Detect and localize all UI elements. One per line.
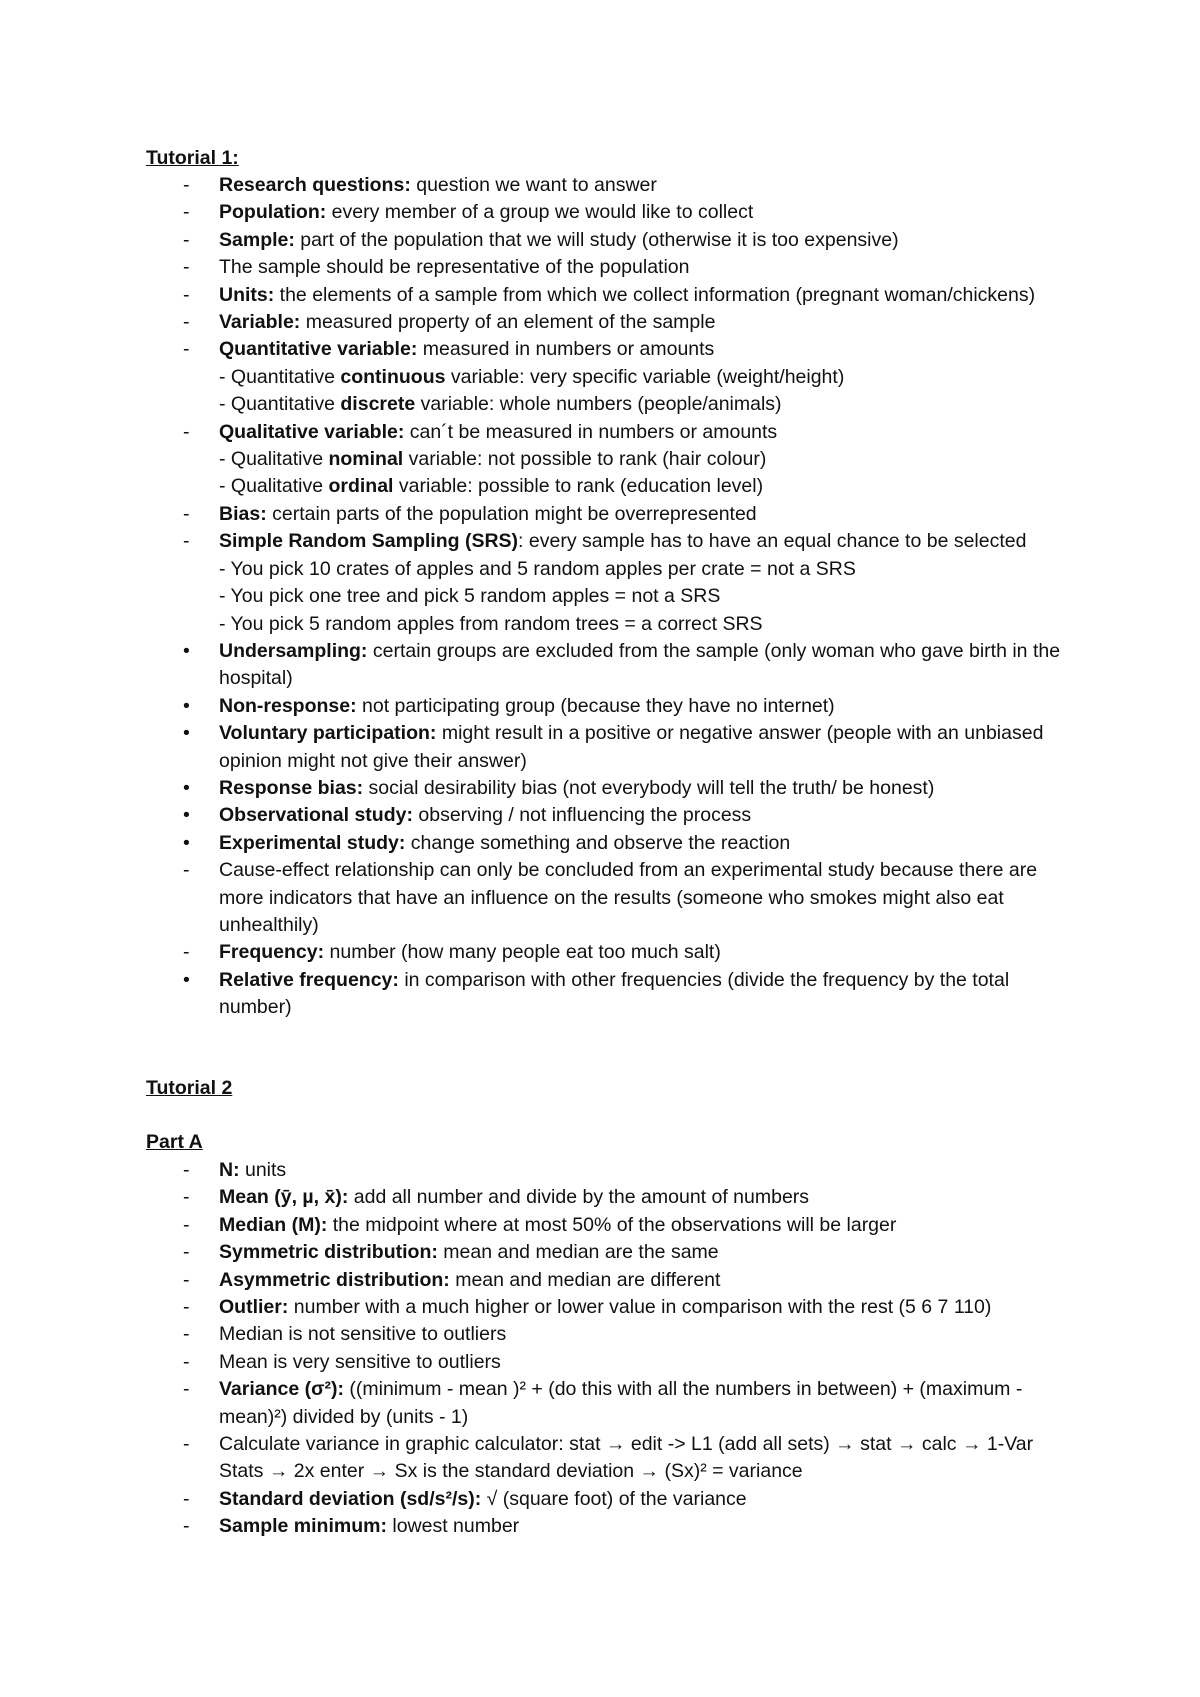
tutorial-1-list — [146, 172, 1076, 1022]
bullet-marker: - — [183, 1323, 190, 1346]
item-term: Standard deviation (sd/s²/s): — [219, 1487, 482, 1510]
bullet-marker: - — [183, 256, 190, 279]
list-item — [146, 172, 1076, 199]
sub-item — [219, 473, 1076, 500]
item-text: Mean is very sensitive to outliers — [219, 1350, 501, 1373]
list-item — [146, 309, 1076, 336]
item-term: Experimental study: — [219, 831, 406, 854]
bullet-marker: - — [183, 1350, 190, 1373]
sub-item-suffix: variable: possible to rank (education level) — [393, 475, 764, 498]
list-item — [146, 1513, 1076, 1540]
item-text: measured property of an element of the sample — [300, 311, 716, 334]
list-item — [146, 227, 1076, 254]
item-term: Units: — [219, 283, 275, 306]
bullet-marker: - — [183, 1213, 190, 1236]
item-text: lowest number — [386, 1515, 520, 1538]
bullet-marker: - — [183, 1487, 190, 1510]
bullet-marker: • — [183, 831, 190, 854]
bullet-marker: - — [183, 1241, 190, 1264]
item-term: Bias: — [219, 502, 267, 525]
tutorial-2-heading: Tutorial 2 — [146, 1077, 233, 1099]
item-text: mean and median are different — [449, 1268, 721, 1291]
list-item — [146, 254, 1076, 281]
item-term: Population: — [219, 201, 327, 224]
bullet-marker: - — [183, 1515, 190, 1538]
item-text: change something and observe the reaction — [405, 831, 791, 854]
list-item — [146, 1184, 1076, 1211]
item-term: Symmetric distribution: — [219, 1241, 438, 1264]
item-text: mean and median are the same — [437, 1241, 719, 1264]
item-term: Variance (σ²): — [219, 1378, 344, 1401]
bullet-marker: • — [183, 968, 190, 991]
item-text: measured in numbers or amounts — [417, 338, 715, 361]
list-item — [146, 501, 1076, 528]
item-text: the midpoint where at most 50% of the observations will be larger — [327, 1213, 897, 1236]
sub-item-suffix: variable: very specific variable (weight/height) — [445, 365, 845, 388]
sub-item-suffix: variable: whole numbers (people/animals) — [415, 393, 782, 416]
item-term: Asymmetric distribution: — [219, 1268, 450, 1291]
item-text: part of the population that we will study (otherwise it is too expensive) — [294, 228, 899, 251]
sub-item — [219, 364, 1076, 391]
sub-item-prefix: - You pick 10 crates of apples and 5 random apples per crate = not a SRS — [219, 557, 856, 580]
item-text: √ (square foot) of the variance — [481, 1487, 747, 1510]
list-item — [146, 199, 1076, 226]
list-item — [146, 1376, 1076, 1431]
item-text: can´t be measured in numbers or amounts — [404, 420, 778, 443]
item-term: Response bias: — [219, 776, 364, 799]
item-term: Median (M): — [219, 1213, 328, 1236]
list-item — [146, 775, 1076, 802]
list-item — [146, 1239, 1076, 1266]
bullet-marker: - — [183, 941, 190, 964]
list-item — [146, 1349, 1076, 1376]
item-text: Calculate variance in graphic calculator: stat → edit -> L1 (add all sets) → stat → calc → 1-Var Stats → 2x enter → Sx is the standard deviation → (Sx)² = variance — [219, 1433, 1034, 1483]
sub-item-prefix: - Quantitative — [219, 365, 341, 388]
item-text: certain groups are excluded from the sample (only woman who gave birth in the hospital) — [219, 639, 1061, 690]
part-a-heading: Part A — [146, 1131, 203, 1153]
bullet-marker: - — [183, 1268, 190, 1291]
sub-item — [219, 391, 1076, 418]
sub-item-prefix: - You pick one tree and pick 5 random apples = not a SRS — [219, 585, 721, 608]
item-term: N: — [219, 1159, 240, 1181]
bullet-marker: • — [183, 694, 190, 717]
list-item — [146, 967, 1076, 1022]
list-item — [146, 1486, 1076, 1513]
item-text: number with a much higher or lower value in comparison with the rest (5 6 7 110) — [288, 1296, 992, 1319]
sub-item-prefix: - You pick 5 random apples from random trees = a correct SRS — [219, 612, 763, 635]
item-term: Sample: — [219, 228, 295, 251]
item-text: observing / not influencing the process — [412, 804, 752, 827]
list-item — [146, 830, 1076, 857]
sub-item-prefix: - Qualitative — [219, 475, 329, 498]
item-term: Voluntary participation: — [219, 722, 437, 745]
item-text: Cause-effect relationship can only be concluded from an experimental study because there are more indicators that have an influence on the results (someone who smokes might also eat unhealthily) — [219, 859, 1038, 936]
item-term: Sample minimum: — [219, 1515, 387, 1538]
item-text: units — [239, 1159, 287, 1181]
bullet-marker: - — [183, 228, 190, 251]
list-item — [146, 720, 1076, 775]
bullet-marker: - — [183, 201, 190, 224]
sub-item — [219, 583, 1076, 610]
list-item — [146, 528, 1076, 638]
item-term: Research questions: — [219, 174, 411, 196]
list-item — [146, 336, 1076, 418]
bullet-marker: - — [183, 1186, 190, 1209]
list-item — [146, 802, 1076, 829]
sub-item-bold: nominal — [328, 448, 404, 471]
item-text: number (how many people eat too much salt) — [324, 941, 721, 964]
item-term: Qualitative variable: — [219, 420, 405, 443]
item-text: social desirability bias (not everybody will tell the truth/ be honest) — [363, 776, 935, 799]
item-term: Frequency: — [219, 941, 325, 964]
list-item — [146, 857, 1076, 939]
bullet-marker: - — [183, 502, 190, 525]
sub-item-bold: continuous — [340, 365, 446, 388]
sub-item — [219, 446, 1076, 473]
list-item — [146, 939, 1076, 966]
item-term: Outlier: — [219, 1296, 289, 1319]
bullet-marker: - — [183, 283, 190, 306]
list-item — [146, 693, 1076, 720]
bullet-marker: - — [183, 1159, 190, 1181]
list-item — [146, 1321, 1076, 1348]
part-a-list — [146, 1157, 1076, 1541]
sub-item-bold: discrete — [340, 393, 416, 416]
sub-item-prefix: - Quantitative — [219, 393, 341, 416]
list-item — [146, 1157, 1076, 1184]
bullet-marker: - — [183, 859, 190, 882]
item-text: every member of a group we would like to collect — [326, 201, 754, 224]
bullet-marker: • — [183, 722, 190, 745]
bullet-marker: • — [183, 639, 190, 662]
list-item — [146, 1267, 1076, 1294]
list-item — [146, 1212, 1076, 1239]
item-text: question we want to answer — [410, 174, 657, 196]
item-term: Mean (ȳ, µ, x̄): — [219, 1186, 349, 1209]
item-term: Non-response: — [219, 694, 357, 717]
bullet-marker: - — [183, 530, 190, 553]
sub-item-bold: ordinal — [328, 475, 394, 498]
item-text: Median is not sensitive to outliers — [219, 1323, 507, 1346]
item-term: Quantitative variable: — [219, 338, 418, 361]
bullet-marker: - — [183, 174, 190, 196]
sub-item — [219, 611, 1076, 638]
bullet-marker: - — [183, 1378, 190, 1401]
item-term: Variable: — [219, 311, 301, 334]
sub-item-prefix: - Qualitative — [219, 448, 329, 471]
item-text: add all number and divide by the amount of numbers — [348, 1186, 810, 1209]
item-term: Observational study: — [219, 804, 413, 827]
sub-item — [219, 556, 1076, 583]
bullet-marker: - — [183, 420, 190, 443]
bullet-marker: • — [183, 804, 190, 827]
item-text: in comparison with other frequencies (divide the frequency by the total number) — [219, 968, 1010, 1019]
bullet-marker: - — [183, 311, 190, 334]
item-text: The sample should be representative of the population — [219, 256, 690, 279]
list-item — [146, 419, 1076, 501]
bullet-marker: - — [183, 338, 190, 361]
item-term: Simple Random Sampling (SRS) — [219, 530, 519, 553]
bullet-marker: • — [183, 776, 190, 799]
item-text: certain parts of the population might be overrepresented — [266, 502, 757, 525]
item-text: ((minimum - mean )² + (do this with all the numbers in between) + (maximum - mean)²) divided by (units - 1) — [219, 1378, 1023, 1428]
list-item — [146, 638, 1076, 693]
tutorial-1-heading: Tutorial 1: — [146, 147, 239, 169]
item-text: not participating group (because they have no internet) — [356, 694, 835, 717]
list-item — [146, 1294, 1076, 1321]
list-item — [146, 282, 1076, 309]
bullet-marker: - — [183, 1433, 190, 1456]
item-term: Undersampling: — [219, 639, 368, 662]
item-text: the elements of a sample from which we collect information (pregnant woman/chickens) — [274, 283, 1036, 306]
item-text: : every sample has to have an equal chance to be selected — [518, 530, 1027, 553]
bullet-marker: - — [183, 1296, 190, 1319]
item-term: Relative frequency: — [219, 968, 399, 991]
list-item — [146, 1431, 1076, 1486]
sub-item-suffix: variable: not possible to rank (hair colour) — [403, 448, 767, 471]
item-text: might result in a positive or negative answer (people with an unbiased opinion might not give their answer) — [219, 722, 1044, 772]
